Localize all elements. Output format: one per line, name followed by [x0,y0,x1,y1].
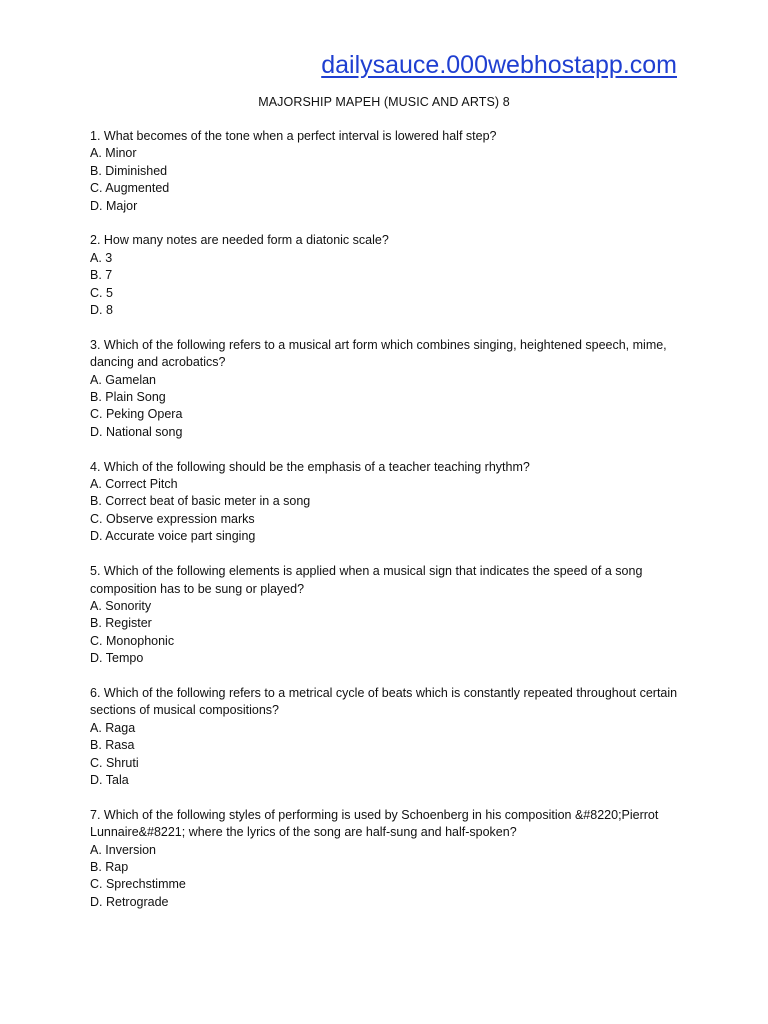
question-1 [90,128,680,215]
question-text: 7. Which of the following styles of performing is used by Schoenberg in his composition &#8220;Pierrot Lunnaire&#8221; where the lyrics of the song are half-sung and half-spoken? [90,807,659,840]
option-a: A. Gamelan [90,372,157,387]
option-c: C. Observe expression marks [90,511,255,526]
option-d: D. 8 [90,303,113,318]
question-text: 5. Which of the following elements is applied when a musical sign that indicates the speed of a song composition has to be sung or played? [90,564,643,596]
option-c: C. 5 [90,285,113,300]
option-b: B. Rasa [90,738,135,753]
option-b: B. Rap [90,859,129,874]
question-text: 4. Which of the following should be the emphasis of a teacher teaching rhythm? [90,459,530,474]
answer-options [90,145,680,215]
question-3 [90,337,680,441]
option-a: A. Minor [90,146,137,161]
question-2 [90,232,680,319]
option-d: D. Accurate voice part singing [90,529,256,544]
option-a: A. Inversion [90,842,157,857]
answer-options [90,842,680,912]
option-b: B. Correct beat of basic meter in a song [90,494,311,509]
question-7 [90,807,680,911]
option-a: A. Sonority [90,598,152,613]
option-c: C. Monophonic [90,633,175,648]
question-5 [90,563,680,667]
option-d: D. Retrograde [90,894,169,909]
option-b: B. Register [90,616,152,631]
question-text: 6. Which of the following refers to a metrical cycle of beats which is constantly repeated throughout certain sections of musical compositions? [90,685,678,718]
option-c: C. Peking Opera [90,407,183,422]
option-a: A. Raga [90,720,136,735]
question-text: 1. What becomes of the tone when a perfect interval is lowered half step? [90,129,497,143]
option-b: B. 7 [90,268,113,283]
option-d: D. Tempo [90,651,144,666]
option-d: D. Tala [90,772,129,787]
option-c: C. Sprechstimme [90,877,186,892]
question-6 [90,685,680,789]
answer-options [90,720,680,790]
site-link[interactable]: dailysauce.000webhostapp.com [321,51,677,79]
answer-options [90,250,680,320]
question-4 [90,459,680,546]
question-text: 2. How many notes are needed form a diatonic scale? [90,233,389,248]
option-a: A. 3 [90,250,113,265]
option-d: D. National song [90,424,183,439]
option-c: C. Shruti [90,755,139,770]
option-c: C. Augmented [90,181,170,196]
answer-options [90,372,680,442]
option-a: A. Correct Pitch [90,477,178,492]
option-d: D. Major [90,198,138,213]
answer-options [90,598,680,668]
question-list [90,128,680,929]
option-b: B. Diminished [90,163,168,178]
question-text: 3. Which of the following refers to a musical art form which combines singing, heightened speech, mime, dancing and acrobatics? [90,337,667,370]
page-title: MAJORSHIP MAPEH (MUSIC AND ARTS) 8 [258,95,510,109]
answer-options [90,476,680,546]
option-b: B. Plain Song [90,390,166,405]
